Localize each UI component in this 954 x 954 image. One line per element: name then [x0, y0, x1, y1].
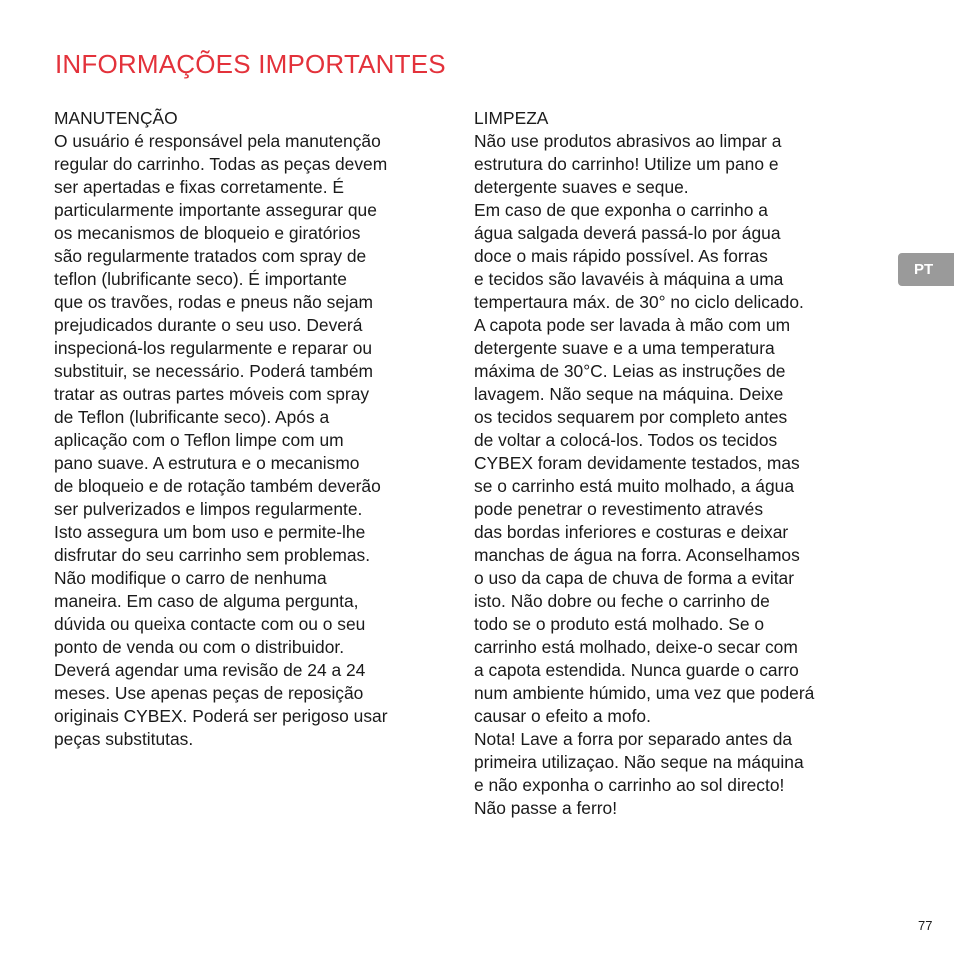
text-line: prejudicados durante o seu uso. Deverá: [54, 315, 363, 335]
text-line: Em caso de que exponha o carrinho a: [474, 200, 768, 220]
text-line: de voltar a colocá-los. Todos os tecidos: [474, 430, 778, 450]
text-line: máxima de 30°C. Leias as instruções de: [474, 361, 786, 381]
text-line: todo se o produto está molhado. Se o: [474, 614, 765, 634]
text-line: disfrutar do seu carrinho sem problemas.: [54, 545, 371, 565]
text-line: peças substitutas.: [54, 729, 194, 749]
text-line: particularmente importante assegurar que: [54, 200, 377, 220]
text-line: primeira utilizaçao. Não seque na máquina: [474, 752, 804, 772]
text-line: aplicação com o Teflon limpe com um: [54, 430, 344, 450]
text-line: Isto assegura um bom uso e permite-lhe: [54, 522, 366, 542]
maintenance-section: [54, 107, 444, 751]
text-line: detergente suave e a uma temperatura: [474, 338, 775, 358]
text-line: carrinho está molhado, deixe-o secar com: [474, 637, 798, 657]
text-line: doce o mais rápido possível. As forras: [474, 246, 768, 266]
text-line: de Teflon (lubrificante seco). Após a: [54, 407, 330, 427]
maintenance-body: [54, 130, 444, 751]
text-line: regular do carrinho. Todas as peças devem: [54, 154, 388, 174]
text-line: teflon (lubrificante seco). É importante: [54, 269, 347, 289]
text-line: os tecidos sequarem por completo antes: [474, 407, 788, 427]
text-line: inspecioná-los regularmente e reparar ou: [54, 338, 373, 358]
page-title: INFORMAÇÕES IMPORTANTES: [55, 49, 446, 79]
text-line: CYBEX foram devidamente testados, mas: [474, 453, 800, 473]
text-line: se o carrinho está muito molhado, a água: [474, 476, 794, 496]
text-line: tempertaura máx. de 30° no ciclo delicado.: [474, 292, 804, 312]
text-line: e tecidos são lavavéis à máquina a uma: [474, 269, 784, 289]
text-line: estrutura do carrinho! Utilize um pano e: [474, 154, 779, 174]
text-line: de bloqueio e de rotação também deverão: [54, 476, 381, 496]
text-line: Não modifique o carro de nenhuma: [54, 568, 327, 588]
text-line: tratar as outras partes móveis com spray: [54, 384, 370, 404]
text-line: pode penetrar o revestimento através: [474, 499, 764, 519]
text-line: ser pulverizados e limpos regularmente.: [54, 499, 363, 519]
text-line: isto. Não dobre ou feche o carrinho de: [474, 591, 770, 611]
text-line: ser apertadas e fixas corretamente. É: [54, 177, 344, 197]
text-line: Nota! Lave a forra por separado antes da: [474, 729, 793, 749]
text-line: que os travões, rodas e pneus não sejam: [54, 292, 374, 312]
text-line: detergente suaves e seque.: [474, 177, 689, 197]
text-line: causar o efeito a mofo.: [474, 706, 651, 726]
text-line: num ambiente húmido, uma vez que poderá: [474, 683, 815, 703]
maintenance-heading: MANUTENÇÃO: [54, 108, 178, 128]
text-line: ponto de venda ou com o distribuidor.: [54, 637, 345, 657]
text-line: manchas de água na forra. Aconselhamos: [474, 545, 800, 565]
text-line: água salgada deverá passá-lo por água: [474, 223, 781, 243]
language-tab: PT: [898, 253, 954, 286]
text-line: e não exponha o carrinho ao sol directo!: [474, 775, 785, 795]
cleaning-section: [474, 107, 869, 820]
cleaning-body: [474, 130, 869, 820]
text-line: O usuário é responsável pela manutenção: [54, 131, 381, 151]
text-line: das bordas inferiores e costuras e deixar: [474, 522, 789, 542]
text-line: o uso da capa de chuva de forma a evitar: [474, 568, 794, 588]
text-line: os mecanismos de bloqueio e giratórios: [54, 223, 361, 243]
page-number: 77: [918, 918, 933, 933]
text-line: Não passe a ferro!: [474, 798, 618, 818]
text-line: Não use produtos abrasivos ao limpar a: [474, 131, 782, 151]
text-line: a capota estendida. Nunca guarde o carro: [474, 660, 799, 680]
text-line: Deverá agendar uma revisão de 24 a 24: [54, 660, 366, 680]
text-line: originais CYBEX. Poderá ser perigoso usar: [54, 706, 388, 726]
text-line: substituir, se necessário. Poderá também: [54, 361, 373, 381]
text-line: meses. Use apenas peças de reposição: [54, 683, 364, 703]
text-line: são regularmente tratados com spray de: [54, 246, 367, 266]
text-line: A capota pode ser lavada à mão com um: [474, 315, 791, 335]
text-line: pano suave. A estrutura e o mecanismo: [54, 453, 360, 473]
text-line: dúvida ou queixa contacte com ou o seu: [54, 614, 366, 634]
text-line: lavagem. Não seque na máquina. Deixe: [474, 384, 784, 404]
text-line: maneira. Em caso de alguma pergunta,: [54, 591, 359, 611]
cleaning-heading: LIMPEZA: [474, 108, 549, 128]
